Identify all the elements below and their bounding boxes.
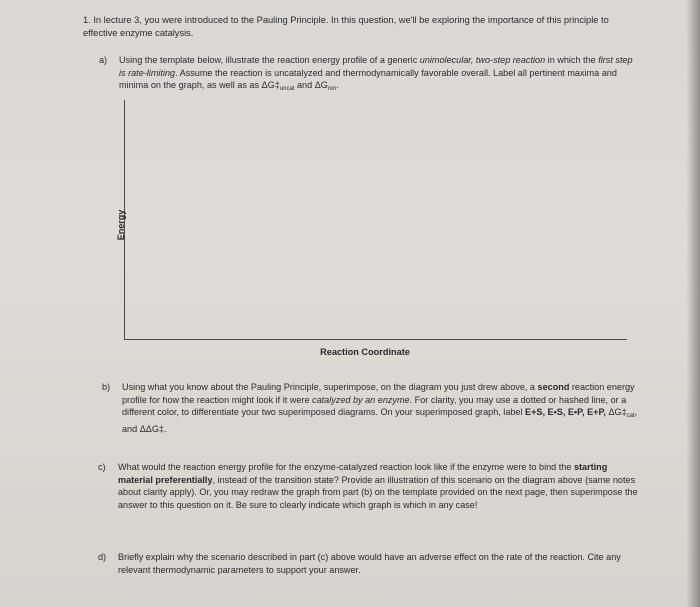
part-b-prompt	[102, 381, 642, 435]
part-c-prompt	[98, 461, 643, 511]
part-a-text-2: in which the	[545, 55, 599, 65]
part-c-letter: c)	[98, 462, 106, 472]
part-b-species-labels: E+S, E•S, E•P, E+P,	[525, 407, 606, 418]
part-a-and: and	[294, 80, 315, 91]
part-b-italic: catalyzed by an enzyme	[312, 394, 410, 405]
delta-g-cat: ΔG‡	[608, 407, 627, 418]
part-d-text: Briefly explain why the scenario described in part (c) above would have an adverse effect on the rate of the reaction. Cite any relevant thermodynamic parameters to support your answer.	[118, 552, 621, 575]
part-a-italic-1: unimolecular, two-step reaction	[419, 55, 546, 65]
part-b-text-5: , and	[122, 407, 638, 434]
part-d-prompt	[98, 551, 638, 576]
part-a-italic-2: first step is rate-limiting	[119, 55, 633, 78]
part-a-text-3: . Assume the reaction is uncatalyzed and thermodynamically favorable overall. Label all pertinent maxima and minima on the graph, as well as as	[119, 67, 617, 91]
delta-delta-g: ΔΔG‡	[139, 423, 164, 434]
reaction-coordinate-axis-line	[124, 339, 627, 340]
question-1-intro: 1. In lecture 3, you were introduced to the Pauling Principle. In this question, we'll be exploring the importance of this principle to effective enzyme catalysis.	[83, 15, 609, 38]
part-b-text-1: Using what you know about the Pauling Principle, superimpose, on the diagram you just drew above, a	[122, 382, 538, 392]
part-c-bold: starting material preferentially	[118, 462, 608, 485]
part-b-letter: b)	[102, 382, 111, 392]
delta-g-uncat: ΔG‡	[261, 80, 280, 91]
part-a-text-1: Using the template below, illustrate the reaction energy profile of a generic	[119, 55, 420, 65]
part-a-prompt	[99, 54, 639, 96]
part-b-bold-second: second	[537, 382, 570, 392]
part-a-end: .	[336, 80, 339, 91]
page-edge-shadow	[686, 0, 700, 607]
part-c-text-2: , instead of the transition state? Provide an illustration of this scenario on the diagram above (same notes about clarity apply). Or, you may redraw the graph from part (b) on the template provided on the next page, then superimpose the answer to this question on it. Be sure to clearly indicate which graph is which in any case!	[118, 474, 638, 510]
delta-g-rxn: ΔG	[314, 80, 328, 91]
energy-axis-label: Energy	[116, 209, 126, 241]
part-b-text-2: reaction energy profile for how the reaction might look if it were	[122, 382, 635, 405]
part-b-text-3: . For clarity, you may use a dotted or hashed line, or a different color, to differentiate your two superimposed diagrams. On your superimposed graph, label	[122, 394, 627, 418]
reaction-coordinate-label: Reaction Coordinate	[320, 347, 410, 357]
delta-g-rxn-subscript: rxn	[327, 86, 337, 93]
part-c-text-1: What would the reaction energy profile for the enzyme-catalyzed reaction look like if the enzyme were to bind the	[118, 462, 574, 472]
part-b-end: .	[163, 423, 167, 434]
delta-g-uncat-subscript: uncat	[279, 86, 295, 93]
delta-g-cat-subscript: cat	[626, 413, 635, 420]
part-d-letter: d)	[98, 552, 107, 562]
part-a-letter: a)	[99, 55, 108, 65]
